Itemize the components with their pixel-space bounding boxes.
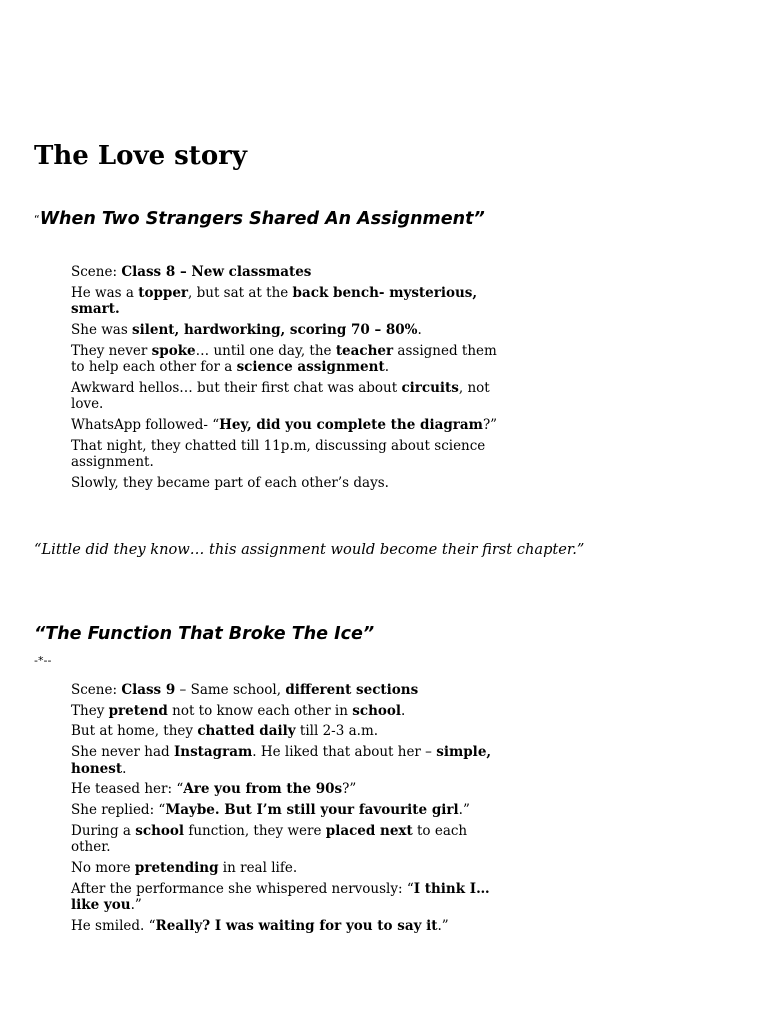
- bold-text: Really? I was waiting for you to say it: [155, 917, 438, 934]
- list-item: [71, 881, 501, 914]
- list-item: [71, 343, 501, 376]
- list-item: [71, 744, 501, 777]
- section-heading-text: When Two Strangers Shared An Assignment”: [39, 209, 485, 229]
- text-run: During a: [71, 822, 136, 839]
- text-run: She replied: “: [71, 801, 166, 818]
- bold-text: teacher: [335, 342, 394, 359]
- section-heading-assignment: [34, 207, 485, 232]
- text-run: She was: [71, 321, 133, 338]
- bold-text: science assignment: [236, 359, 385, 376]
- text-run: They never: [71, 342, 152, 359]
- bold-text: Hey, did you complete the diagram: [219, 416, 483, 433]
- list-item: [71, 264, 501, 281]
- text-run: Awkward hellos… but their first chat was about: [71, 379, 402, 396]
- list-item: [71, 802, 501, 819]
- list-item: [71, 823, 501, 856]
- bold-text: silent, hardworking, scoring 70 – 80%: [132, 321, 418, 338]
- bold-text: placed next: [325, 822, 413, 839]
- bold-text: circuits: [401, 379, 459, 396]
- bold-text: Maybe. But I’m still your favourite girl: [165, 801, 459, 818]
- text-run: in real life.: [218, 859, 298, 876]
- text-run: She never had: [71, 744, 174, 761]
- bold-text: Class 8 – New classmates: [121, 264, 312, 280]
- text-run: But at home, they: [71, 723, 198, 740]
- bold-text: pretending: [134, 859, 219, 876]
- list-item: [71, 417, 501, 434]
- text-run: , but sat at the: [188, 284, 293, 301]
- text-run: ?”: [342, 781, 357, 798]
- text-run: till 2-3 a.m.: [295, 723, 379, 740]
- bold-text: spoke: [151, 342, 196, 359]
- text-run: No more: [71, 859, 135, 876]
- list-item: [71, 475, 501, 492]
- text-run: .: [384, 359, 389, 376]
- text-run: After the performance she whispered nervously: “: [71, 880, 414, 897]
- text-run: . He liked that about her –: [252, 744, 437, 761]
- text-run: assigned them to help each other for a: [71, 342, 497, 376]
- text-run: Scene:: [71, 682, 122, 698]
- bold-text: school: [352, 702, 402, 719]
- text-run: function, they were: [184, 822, 326, 839]
- list-item: [71, 781, 501, 798]
- story-list-assignment: [71, 264, 501, 496]
- text-run: .”: [130, 897, 142, 913]
- text-run: – Same school,: [175, 682, 286, 698]
- list-item: [71, 438, 501, 471]
- text-run: to each other.: [71, 822, 468, 856]
- bold-text: school: [135, 822, 185, 839]
- bold-text: chatted daily: [197, 723, 296, 740]
- bold-text: Are you from the 90s: [183, 781, 343, 798]
- text-run: .: [417, 321, 422, 338]
- list-item: [71, 918, 501, 935]
- bold-text: Instagram: [173, 744, 253, 761]
- text-run: That night, they chatted till 11p.m, discussing about science assignment.: [71, 437, 486, 471]
- section-heading-function: “The Function That Broke The Ice”: [34, 624, 375, 644]
- text-run: WhatsApp followed- “: [71, 416, 220, 433]
- bold-text: simple, honest: [71, 744, 492, 777]
- text-run: He teased her: “: [71, 781, 184, 798]
- chapter-quote: “Little did they know… this assignment would become their first chapter.”: [34, 541, 585, 558]
- bold-text: pretend: [108, 702, 168, 719]
- bold-text: I think I… like you: [71, 880, 490, 913]
- section-divider: -*--: [34, 654, 52, 667]
- bold-text: different sections: [285, 682, 419, 698]
- text-run: He was a: [71, 284, 139, 301]
- bold-text: Class 9: [121, 682, 176, 698]
- text-run: , not love.: [71, 379, 490, 413]
- list-item: [71, 682, 501, 699]
- text-run: … until one day, the: [195, 342, 336, 359]
- list-item: [71, 723, 501, 740]
- text-run: ?”: [482, 416, 498, 433]
- list-item: [71, 703, 501, 720]
- story-list-function: [71, 682, 501, 938]
- heading-open-quote: “: [34, 213, 40, 226]
- text-run: They: [71, 702, 109, 719]
- page-title: The Love story: [34, 141, 247, 171]
- list-item: [71, 380, 501, 413]
- bold-text: topper: [138, 284, 189, 301]
- list-item: [71, 322, 501, 339]
- text-run: .”: [437, 917, 449, 934]
- text-run: Slowly, they became part of each other’s days.: [71, 474, 389, 491]
- text-run: He smiled. “: [71, 917, 156, 934]
- text-run: not to know each other in: [167, 702, 353, 719]
- text-run: .”: [458, 801, 470, 818]
- text-run: Scene:: [71, 264, 122, 280]
- bold-text: back bench- mysterious, smart.: [71, 284, 478, 318]
- list-item: [71, 285, 501, 318]
- text-run: .: [401, 702, 406, 719]
- text-run: .: [122, 760, 127, 777]
- list-item: [71, 860, 501, 877]
